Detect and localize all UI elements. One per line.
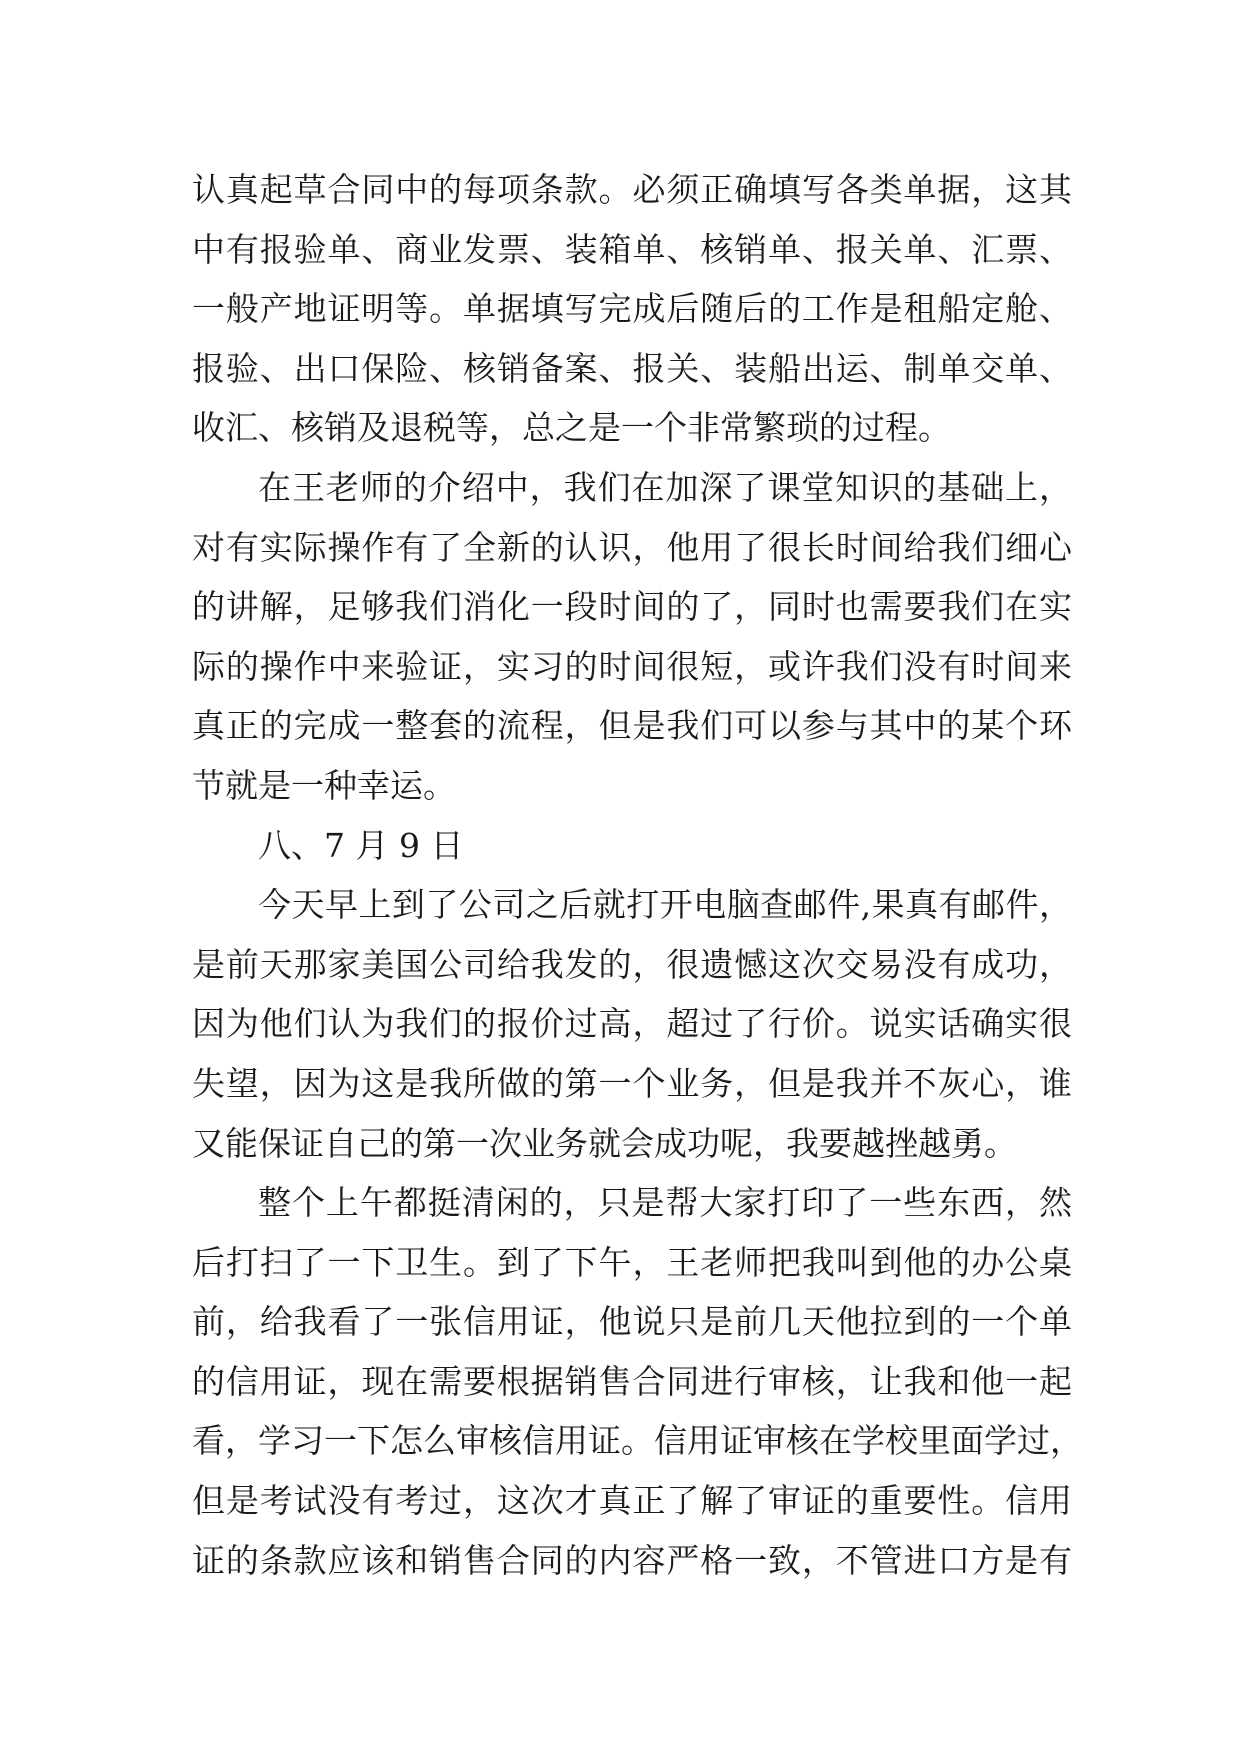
text-line: 前，给我看了一张信用证，他说只是前几天他拉到的一个单	[192, 1302, 1072, 1342]
text-line: 在王老师的介绍中，我们在加深了课堂知识的基础上，	[258, 467, 1072, 507]
text-line: 对有实际操作有了全新的认识，他用了很长时间给我们细心	[192, 527, 1072, 567]
text-line: 报验、出口保险、核销备案、报关、装船出运、制单交单、	[192, 348, 1072, 388]
text-line: 因为他们认为我们的报价过高，超过了行价。说实话确实很	[192, 1004, 1072, 1044]
text-line: 又能保证自己的第一次业务就会成功呢，我要越挫越勇。	[192, 1123, 1017, 1163]
text-line: 八、7 月 9 日	[258, 825, 464, 865]
text-line: 整个上午都挺清闲的，只是帮大家打印了一些东西，然	[258, 1183, 1072, 1223]
text-line: 中有报验单、商业发票、装箱单、核销单、报关单、汇票、	[192, 229, 1072, 269]
text-line: 是前天那家美国公司给我发的，很遗憾这次交易没有成功，	[192, 944, 1072, 984]
text-line: 真正的完成一整套的流程，但是我们可以参与其中的某个环	[192, 706, 1072, 746]
text-line: 看，学习一下怎么审核信用证。信用证审核在学校里面学过，	[192, 1421, 1083, 1461]
text-line: 后打扫了一下卫生。到了下午，王老师把我叫到他的办公桌	[192, 1242, 1072, 1282]
text-line: 际的操作中来验证，实习的时间很短，或许我们没有时间来	[192, 646, 1072, 686]
text-line: 认真起草合同中的每项条款。必须正确填写各类单据，这其	[192, 170, 1072, 209]
document-body	[192, 160, 1083, 1590]
text-line: 一般产地证明等。单据填写完成后随后的工作是租船定舱、	[192, 289, 1072, 329]
text-line: 证的条款应该和销售合同的内容严格一致，不管进口方是有	[192, 1540, 1072, 1580]
text-line: 收汇、核销及退税等，总之是一个非常繁琐的过程。	[192, 408, 951, 448]
text-line: 今天早上到了公司之后就打开电脑查邮件,果真有邮件，	[258, 885, 1072, 925]
text-line: 节就是一种幸运。	[192, 765, 456, 805]
text-line: 的信用证，现在需要根据销售合同进行审核，让我和他一起	[192, 1361, 1072, 1401]
text-line: 但是考试没有考过，这次才真正了解了审证的重要性。信用	[192, 1481, 1072, 1521]
text-line: 的讲解，足够我们消化一段时间的了，同时也需要我们在实	[192, 587, 1072, 627]
text-line: 失望，因为这是我所做的第一个业务，但是我并不灰心，谁	[192, 1063, 1072, 1103]
